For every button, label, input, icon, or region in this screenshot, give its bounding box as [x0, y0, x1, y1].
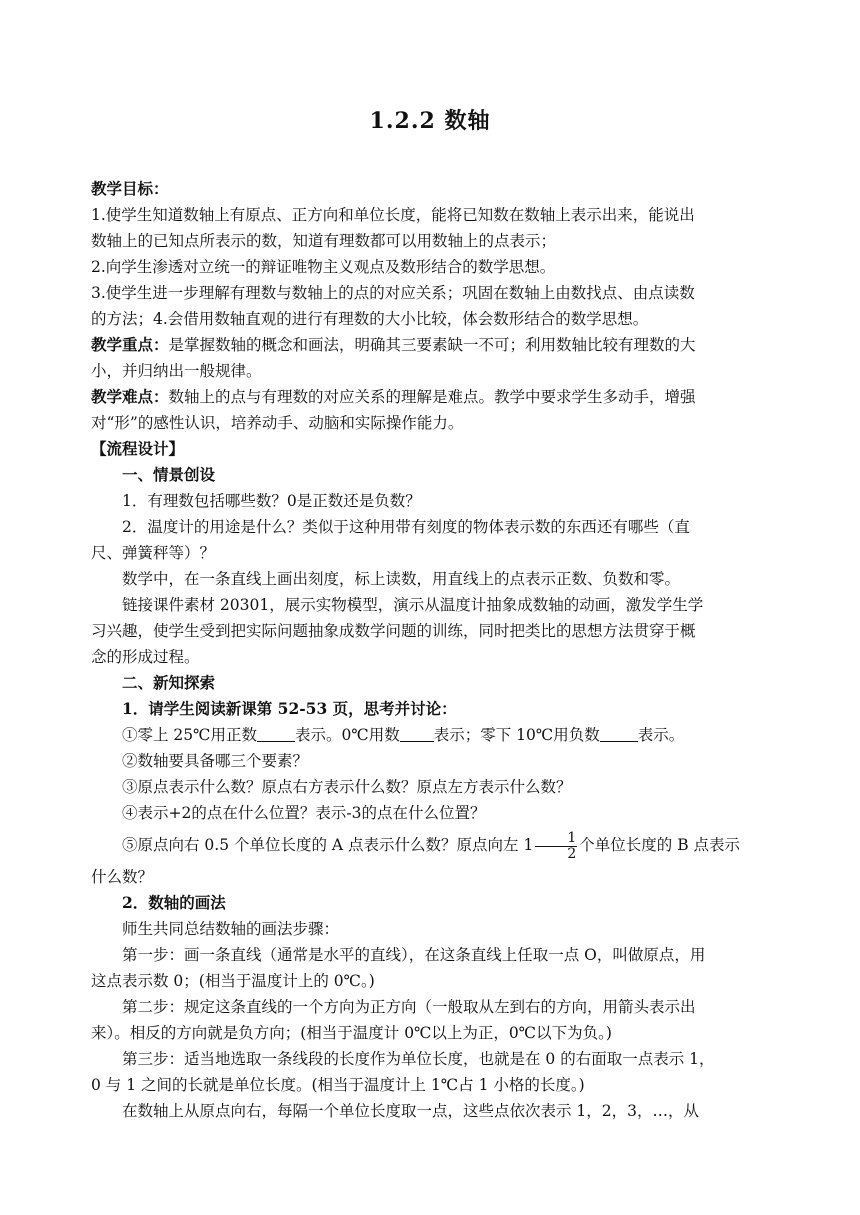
section2-sub1: 1．请学生阅读新课第 52-53 页，思考并讨论： [122, 699, 457, 718]
question-item-1: ①零上 25℃用正数 表示。0℃用数 表示；零下 10℃用负数 表示。 [122, 726, 685, 744]
difficulties [91, 384, 781, 410]
step-1-cont: 这点表示数 0；(相当于温度计上的 0℃。) [91, 972, 375, 990]
document-body [91, 176, 781, 1124]
step-3: 第三步：适当地选取一条线段的长度作为单位长度，也就是在 0 的右面取一点表示 1， [122, 1050, 715, 1068]
key-points-text: 是掌握数轴的概念和画法，明确其三要素缺一不可；利用数轴比较有理数的大 [168, 336, 696, 354]
objective-line: 2.向学生渗透对立统一的辩证唯物主义观点及数形结合的数学思想。 [91, 258, 556, 276]
objective-line: 3.使学生进一步理解有理数与数轴上的点的对应关系；巩固在数轴上由数找点、由点读数 [91, 284, 695, 302]
fraction-one-half: $\frac{1}{2}$ [535, 831, 577, 862]
section1-p3: 数学中，在一条直线上画出刻度，标上读数，用直线上的点表示正数、负数和零。 [122, 570, 681, 588]
question-item-2: ②数轴要具备哪三个要素？ [122, 752, 309, 770]
section1-p4-end: 念的形成过程。 [91, 648, 200, 666]
section1-p4-cont: 习兴趣，使学生受到把实际问题抽象成数学问题的训练，同时把类比的思想方法贯穿于概 [91, 622, 696, 640]
key-points [91, 332, 781, 358]
difficulties-text: 数轴上的点与有理数的对应关系的理解是难点。教学中要求学生多动手，增强 [168, 388, 696, 406]
section2-heading: 二、新知探索 [122, 673, 216, 692]
question-item-4: ④表示+2的点在什么位置？表示-3的点在什么位置？ [122, 804, 486, 822]
question-item-5: ⑤原点向右 0.5 个单位长度的 A 点表示什么数？原点向左 1 $\frac{1}{2}$ 个单位长度的 B 点表示 [122, 829, 741, 862]
step-2: 第二步：规定这条直线的一个方向为正方向（一般取从左到右的方向，用箭头表示出 [122, 998, 696, 1016]
answer-blank [600, 725, 638, 742]
flow-heading: 【流程设计】 [91, 439, 185, 458]
last-paragraph: 在数轴上从原点向右，每隔一个单位长度取一点，这些点依次表示 1，2，3，…，从 [122, 1102, 700, 1120]
objective-line: 数轴上的已知点所表示的数，知道有理数都可以用数轴上的点表示； [91, 232, 557, 250]
key-points-label: 教学重点： [91, 335, 169, 354]
step-2-cont: 来）。相反的方向就是负方向；(相当于温度计 0℃以上为正，0℃以下为负。) [91, 1024, 612, 1042]
step-1: 第一步：画一条直线（通常是水平的直线），在这条直线上任取一点 O，叫做原点，用 [122, 946, 706, 964]
section1-q2: 2．温度计的用途是什么？类似于这种用带有刻度的物体表示数的东西还有哪些（直 [122, 518, 690, 536]
difficulties-label: 教学难点： [91, 387, 169, 406]
objective-line: 1.使学生知道数轴上有原点、正方向和单位长度，能将已知数在数轴上表示出来，能说出 [91, 206, 695, 224]
section1-q2-cont: 尺、弹簧秤等）？ [91, 544, 216, 562]
page-title: 1.2.2 数轴 [369, 108, 491, 134]
section1-q1: 1．有理数包括哪些数？0是正数还是负数？ [122, 492, 421, 510]
section2-sub2: 2．数轴的画法 [122, 893, 226, 912]
section1-heading: 一、情景创设 [122, 465, 216, 484]
answer-blank [400, 725, 434, 742]
section1-p4: 链接课件素材 20301，展示实物模型，演示从温度计抽象成数轴的动画，激发学生学 [122, 596, 704, 614]
difficulties-cont: 对“形”的感性认识，培养动手、动脑和实际操作能力。 [91, 414, 464, 432]
question-item-3: ③原点表示什么数？原点右方表示什么数？原点左方表示什么数？ [122, 778, 572, 796]
objective-line: 的方法；4.会借用数轴直观的进行有理数的大小比较，体会数形结合的数学思想。 [91, 310, 649, 328]
objectives-heading: 教学目标： [91, 179, 169, 198]
question-item-5-cont: 什么数？ [91, 868, 154, 886]
key-points-cont: 小，并归纳出一般规律。 [91, 362, 262, 380]
step-3-cont: 0 与 1 之间的长就是单位长度。(相当于温度计上 1℃占 1 小格的长度。) [91, 1076, 585, 1094]
answer-blank [257, 725, 295, 742]
drawing-intro: 师生共同总结数轴的画法步骤： [122, 920, 340, 938]
